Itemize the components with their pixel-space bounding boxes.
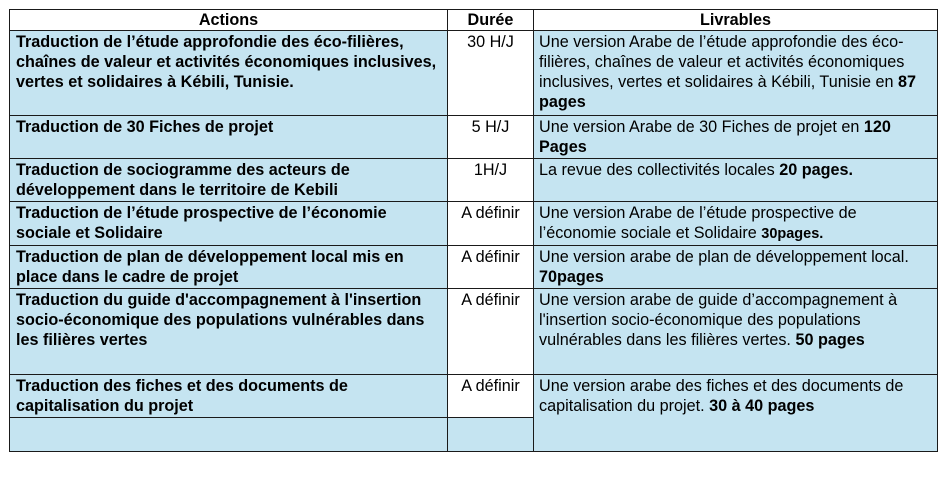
action-cell: Traduction des fiches et des documents de capitalisation du projet <box>10 375 448 418</box>
table-row <box>10 289 938 375</box>
duree-cell: A définir <box>448 375 534 418</box>
table-row <box>10 116 938 159</box>
livrable-pages: 120 Pages <box>539 118 891 156</box>
livrable-text: Une version Arabe de 30 Fiches de projet en <box>539 118 864 136</box>
action-cell: Traduction de sociogramme des acteurs de développement dans le territoire de Kebili <box>10 159 448 202</box>
table-row <box>10 159 938 202</box>
livrable-text: Une version Arabe de l’étude approfondie des éco-filières, chaînes de valeur et activités économiques inclusives, vertes et solidaires à Kébili, Tunisie en <box>539 33 905 91</box>
livrable-text: La revue des collectivités locales <box>539 161 780 179</box>
deliverables-table <box>9 9 938 452</box>
action-cell: Traduction du guide d'accompagnement à l'insertion socio-économique des populations vulnérables dans les filières vertes <box>10 289 448 375</box>
duree-cell: 1H/J <box>448 159 534 202</box>
livrable-pages: 20 pages. <box>779 161 854 179</box>
livrable-cell <box>534 202 938 246</box>
livrable-text: Une version arabe des fiches et des documents de capitalisation du projet. <box>539 377 904 415</box>
duree-cell: A définir <box>448 246 534 289</box>
livrable-cell <box>534 289 938 375</box>
action-cell: Traduction de l’étude prospective de l’économie sociale et Solidaire <box>10 202 448 246</box>
table-row <box>10 375 938 418</box>
livrable-pages: 30pages. <box>761 226 824 242</box>
duree-cell: A définir <box>448 289 534 375</box>
livrable-pages: 50 pages <box>795 331 865 349</box>
action-cell: Traduction de l’étude approfondie des éco-filières, chaînes de valeur et activités économiques inclusives, vertes et solidaires à Kébili, Tunisie. <box>10 31 448 116</box>
empty-action-cell <box>10 418 448 452</box>
table-row <box>10 202 938 246</box>
livrable-text: Une version arabe de guide d’accompagnement à l'insertion socio-économique des populations vulnérables dans les filières vertes. <box>539 291 898 349</box>
livrable-cell <box>534 31 938 116</box>
livrable-cell <box>534 375 938 452</box>
table-row <box>10 246 938 289</box>
empty-duree-cell <box>448 418 534 452</box>
header-livrables: Livrables <box>534 10 938 31</box>
header-actions: Actions <box>10 10 448 31</box>
livrable-pages: 30 à 40 pages <box>709 397 815 415</box>
livrable-cell <box>534 116 938 159</box>
table-row <box>10 31 938 116</box>
action-cell: Traduction de 30 Fiches de projet <box>10 116 448 159</box>
livrable-pages: 87 pages <box>539 73 917 111</box>
livrable-cell <box>534 159 938 202</box>
header-row <box>10 10 938 31</box>
livrable-text: Une version Arabe de l’étude prospective de l’économie sociale et Solidaire <box>539 204 857 242</box>
livrable-text: Une version arabe de plan de développement local. <box>539 248 909 266</box>
livrable-cell <box>534 246 938 289</box>
duree-cell: 30 H/J <box>448 31 534 116</box>
livrable-pages: 70pages <box>539 268 604 286</box>
duree-cell: 5 H/J <box>448 116 534 159</box>
duree-cell: A définir <box>448 202 534 246</box>
action-cell: Traduction de plan de développement local mis en place dans le cadre de projet <box>10 246 448 289</box>
header-duree: Durée <box>448 10 534 31</box>
